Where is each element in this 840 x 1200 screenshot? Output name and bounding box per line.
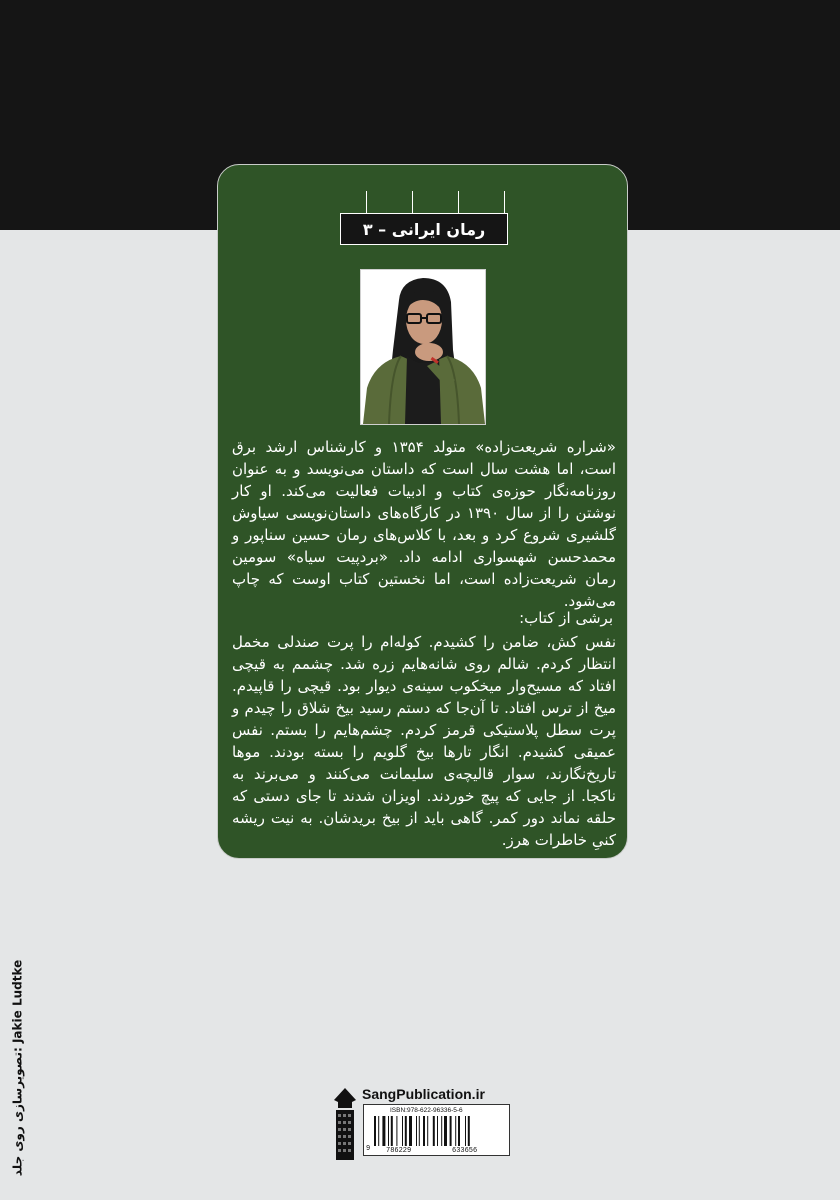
book-excerpt: نفس کش، ضامن را کشیدم. کوله‌ام را پرت صندلی مخمل انتظار کردم. شالم روی شانه‌هایم زره شد. چشمم به قیچی افتاد که مسیح‌وار میخکوب سینه‌ی دیوار بود. قیچی را قاپیدم. میخ از ترس افتاد. تا آن‌جا که دستم رسید بیخ شلاق را چیدم و پرت سطل پلاستیکی قرمز کردم. چشم‌هایم را بستم. نفس عمیقی کشیدم. انگار تارها بیخ گلویم را بسته بودند. موها تاریخ‌نگارند، سوار قالیچه‌ی سلیمانت می‌کنند و می‌برند به ناکجا. از جایی که پیچ خوردند. اویزان شدند تا جای دستی که حلقه نماند دور کمر. گاهی باید از بیخ بریدشان. به نیت ریشه کنیِ خاطرات هرز. xyxy=(232,633,616,849)
publisher-website[interactable]: SangPublication.ir xyxy=(362,1086,485,1102)
excerpt-heading: برشی از کتاب: xyxy=(519,609,613,627)
barcode-bars xyxy=(370,1116,505,1146)
barcode-right-digits: 633656 xyxy=(452,1147,478,1155)
barcode-first-digit: 9 xyxy=(366,1145,371,1153)
barcode-left-digits: 786229 xyxy=(386,1147,412,1155)
author-photo xyxy=(360,269,486,425)
cover-credit-text: تصویرسازی روی جلد: Jakie Ludtke xyxy=(10,959,25,1177)
back-cover-panel xyxy=(217,164,628,859)
author-bio: «شراره شریعت‌زاده» متولد ۱۳۵۴ و کارشناس ارشد برق است، اما هشت سال است که داستان می‌نویسد و به عنوان روزنامه‌نگار حوزه‌ی کتاب و ادبیات فعالیت می‌کند. او کار نوشتن را از سال ۱۳۹۰ در کارگاه‌های داستان‌نویسی سیاوش گلشیری شروع کرد و بعد، با کلاس‌های رمان حسین سناپور و محمدحسن شهسواری ادامه داد. «بردپیت سیاه» سومین رمان شریعت‌زاده است، اما نخستین کتاب اوست که چاپ می‌شود. xyxy=(232,438,616,610)
publisher-logo-icon xyxy=(332,1088,358,1160)
series-label: رمان ایرانی – ۳ xyxy=(340,213,508,245)
cover-credit xyxy=(2,959,32,1177)
isbn-label: ISBN:978-622-96336-5-6 xyxy=(390,1107,463,1114)
isbn-barcode xyxy=(363,1104,510,1156)
